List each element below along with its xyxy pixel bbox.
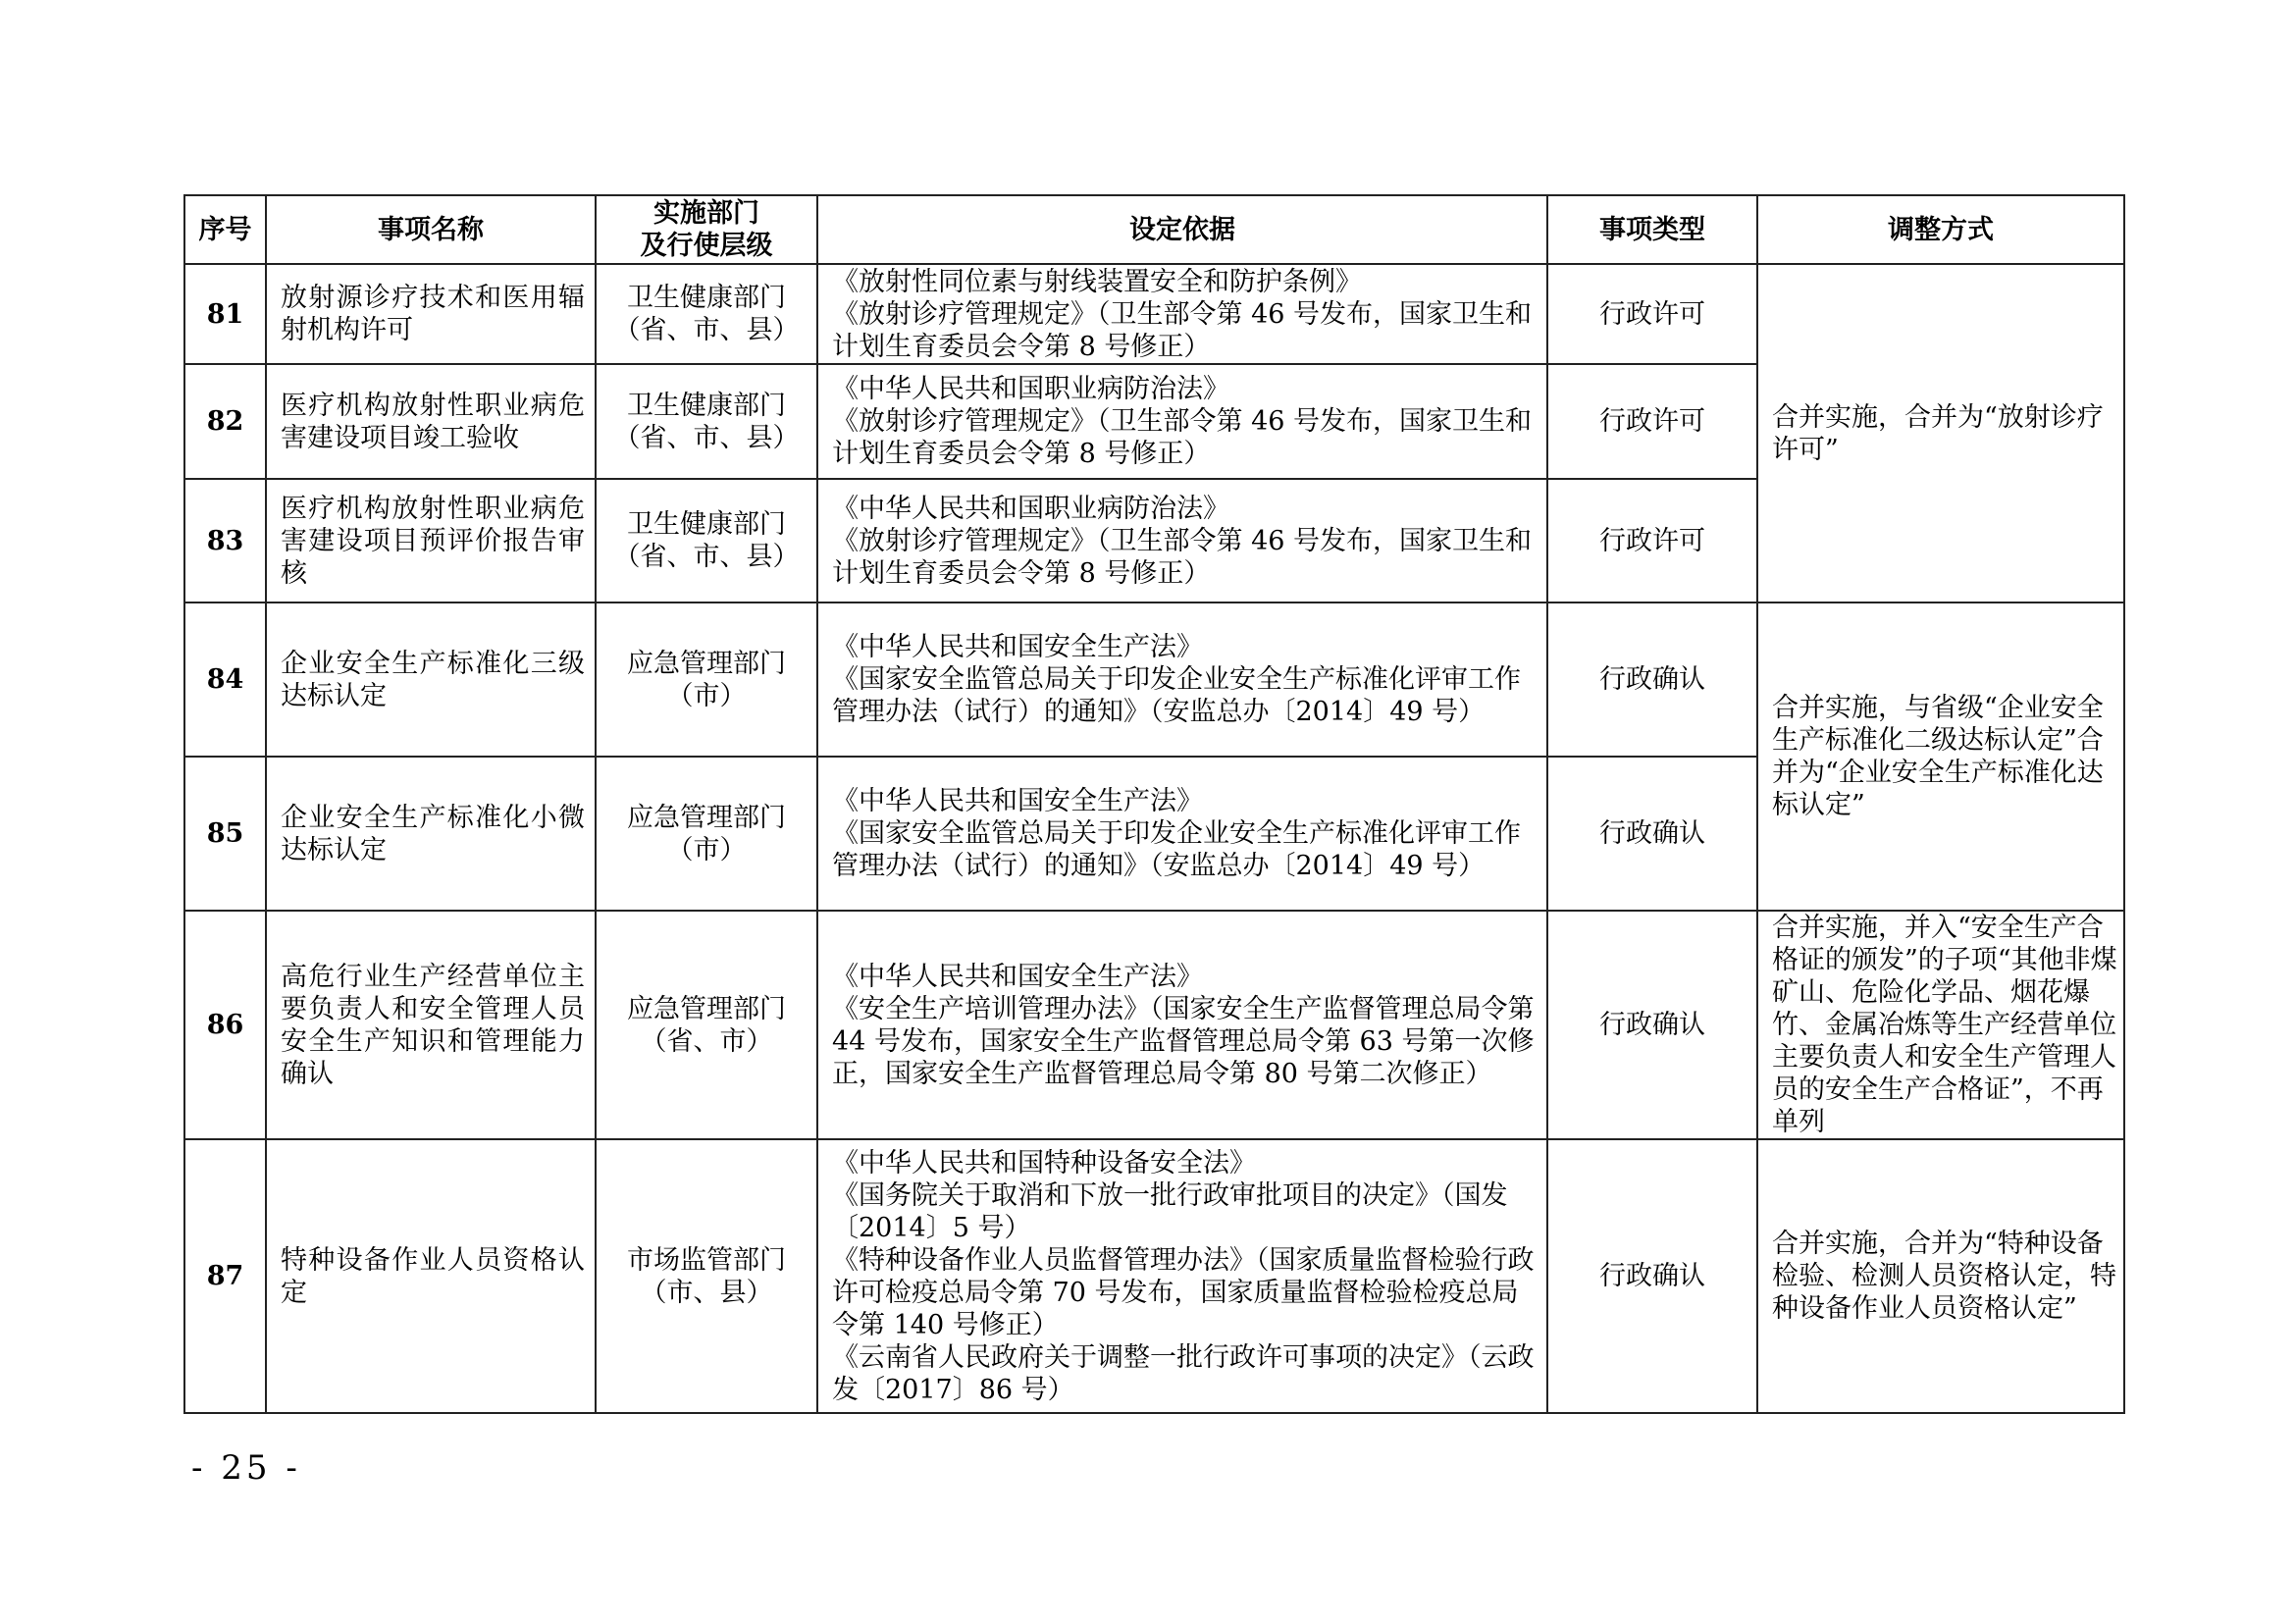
basis-line: 《中华人民共和国安全生产法》 — [832, 961, 1203, 992]
basis-line: 《特种设备作业人员监督管理办法》（国家质量监督检验行政许可检疫总局令第 70 号发布，国家质量监督检验检疫总局令第 140 号修正） — [832, 1244, 1535, 1340]
item-type: 行政许可 — [1547, 264, 1757, 364]
legal-basis — [817, 602, 1547, 757]
header-adjust: 调整方式 — [1757, 195, 2124, 264]
basis-line: 《放射诊疗管理规定》（卫生部令第 46 号发布，国家卫生和计划生育委员会令第 8 号修正） — [832, 525, 1533, 589]
item-name: 企业安全生产标准化三级达标认定 — [266, 602, 596, 757]
department — [596, 757, 817, 911]
item-name: 企业安全生产标准化小微达标认定 — [266, 757, 596, 911]
department-level: （市） — [666, 680, 747, 711]
item-type: 行政确认 — [1547, 602, 1757, 757]
basis-line: 《安全生产培训管理办法》（国家安全生产监督管理总局令第 44 号发布，国家安全生产监督管理总局令第 63 号第一次修正，国家安全生产监督管理总局令第 80 号第二次修正） — [832, 993, 1535, 1089]
item-name: 高危行业生产经营单位主要负责人和安全管理人员安全生产知识和管理能力确认 — [266, 911, 596, 1139]
table-row — [184, 1139, 2124, 1413]
header-row — [184, 195, 2124, 264]
department-level: （省、市、县） — [613, 315, 800, 345]
row-number: 83 — [184, 479, 266, 602]
adjustment-method: 合并实施，并入“安全生产合格证的颁发”的子项“其他非煤矿山、危险化学品、烟花爆竹、金属冶炼等生产经营单位主要负责人和安全生产管理人员的安全生产合格证”，不再单列 — [1757, 911, 2124, 1139]
adjustment-method: 合并实施，合并为“特种设备检验、检测人员资格认定，特种设备作业人员资格认定” — [1757, 1139, 2124, 1413]
legal-basis — [817, 911, 1547, 1139]
basis-line: 《中华人民共和国安全生产法》 — [832, 786, 1203, 816]
basis-line: 《放射诊疗管理规定》（卫生部令第 46 号发布，国家卫生和计划生育委员会令第 8 号修正） — [832, 406, 1533, 469]
header-num: 序号 — [184, 195, 266, 264]
department-name: 卫生健康部门 — [627, 283, 786, 313]
adjustment-method: 合并实施，合并为“放射诊疗许可” — [1757, 264, 2124, 602]
department-name: 卫生健康部门 — [627, 390, 786, 421]
adjustment-method: 合并实施，与省级“企业安全生产标准化二级达标认定”合并为“企业安全生产标准化达标认定” — [1757, 602, 2124, 911]
row-number: 82 — [184, 364, 266, 479]
item-type: 行政确认 — [1547, 757, 1757, 911]
department-name: 市场监管部门 — [627, 1244, 786, 1276]
item-type: 行政确认 — [1547, 911, 1757, 1139]
legal-basis — [817, 1139, 1547, 1413]
table-row — [184, 911, 2124, 1139]
item-type: 行政许可 — [1547, 364, 1757, 479]
header-dept — [596, 195, 817, 264]
table-row — [184, 264, 2124, 364]
header-dept-line2: 及行使层级 — [640, 231, 773, 261]
department-level: （省、市、县） — [613, 422, 800, 453]
row-number: 81 — [184, 264, 266, 364]
header-name: 事项名称 — [266, 195, 596, 264]
department — [596, 264, 817, 364]
department — [596, 911, 817, 1139]
item-type: 行政许可 — [1547, 479, 1757, 602]
department-level: （省、市） — [640, 1025, 773, 1057]
department — [596, 479, 817, 602]
basis-line: 《放射诊疗管理规定》（卫生部令第 46 号发布，国家卫生和计划生育委员会令第 8 号修正） — [832, 298, 1533, 362]
item-name: 医疗机构放射性职业病危害建设项目竣工验收 — [266, 364, 596, 479]
basis-line: 《中华人民共和国特种设备安全法》 — [832, 1147, 1256, 1179]
row-number: 84 — [184, 602, 266, 757]
header-dept-line1: 实施部门 — [653, 198, 759, 229]
row-number: 86 — [184, 911, 266, 1139]
legal-basis — [817, 479, 1547, 602]
item-name: 放射源诊疗技术和医用辐射机构许可 — [266, 264, 596, 364]
item-type: 行政确认 — [1547, 1139, 1757, 1413]
item-name: 特种设备作业人员资格认定 — [266, 1139, 596, 1413]
basis-line: 《国家安全监管总局关于印发企业安全生产标准化评审工作管理办法（试行）的通知》（安监总办〔2014〕49 号） — [832, 818, 1521, 881]
basis-line: 《中华人民共和国职业病防治法》 — [832, 374, 1229, 404]
department-level: （市、县） — [640, 1277, 773, 1308]
department-name: 应急管理部门 — [627, 993, 786, 1024]
page-number: - 25 - — [191, 1448, 301, 1488]
items-table — [183, 194, 2125, 1414]
header-basis: 设定依据 — [817, 195, 1547, 264]
department-level: （省、市、县） — [613, 542, 800, 572]
item-name: 医疗机构放射性职业病危害建设项目预评价报告审核 — [266, 479, 596, 602]
basis-line: 《国家安全监管总局关于印发企业安全生产标准化评审工作管理办法（试行）的通知》（安监总办〔2014〕49 号） — [832, 664, 1521, 727]
department — [596, 364, 817, 479]
department-name: 应急管理部门 — [627, 648, 786, 679]
legal-basis — [817, 364, 1547, 479]
basis-line: 《云南省人民政府关于调整一批行政许可事项的决定》（云政发〔2017〕86 号） — [832, 1341, 1535, 1405]
department — [596, 602, 817, 757]
basis-line: 《中华人民共和国安全生产法》 — [832, 632, 1203, 662]
basis-line: 《放射性同位素与射线装置安全和防护条例》 — [832, 266, 1362, 297]
department-level: （市） — [666, 834, 747, 865]
row-number: 85 — [184, 757, 266, 911]
basis-line: 《国务院关于取消和下放一批行政审批项目的决定》（国发〔2014〕5 号） — [832, 1179, 1508, 1243]
legal-basis — [817, 264, 1547, 364]
department-name: 卫生健康部门 — [627, 509, 786, 540]
legal-basis — [817, 757, 1547, 911]
header-type: 事项类型 — [1547, 195, 1757, 264]
department — [596, 1139, 817, 1413]
department-name: 应急管理部门 — [627, 802, 786, 833]
basis-line: 《中华人民共和国职业病防治法》 — [832, 493, 1229, 524]
row-number: 87 — [184, 1139, 266, 1413]
table-row — [184, 602, 2124, 757]
